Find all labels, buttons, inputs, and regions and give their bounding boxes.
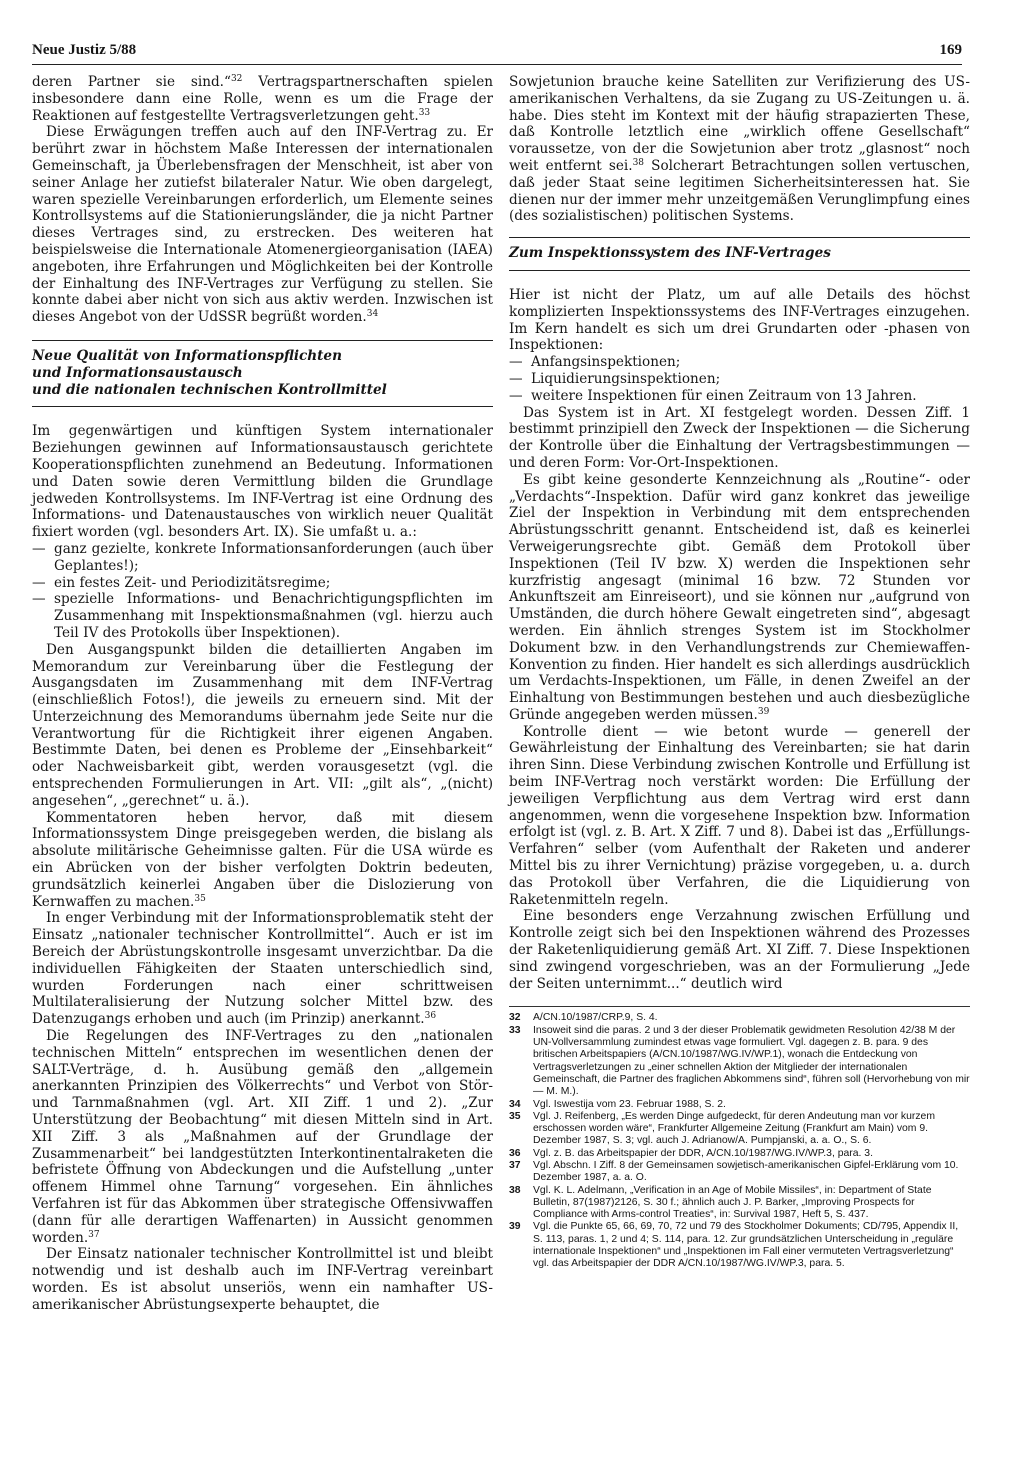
right-column <box>509 74 970 1271</box>
footnote-ref: 33 <box>418 107 431 118</box>
footnote-ref: 32 <box>230 74 243 84</box>
section-heading: Neue Qualität von Informationspflichten und Informationsaustausch und die nationalen technischen Kontrollmittel <box>32 340 493 407</box>
paragraph: Kommentatoren heben hervor, daß mit diesem Informationssystem Dinge preisgegeben werden, die bislang als absolute militärische Geheimnisse galten. Für die USA würde es ein Abrücken von der bisher verfolgten Doktrin bedeuten, grundsätzlich keinerlei Angaben über die Dislozierung von Kernwaffen zu machen.$^{35}$ <box>32 809 493 910</box>
list-item: — weitere Inspektionen für einen Zeitraum von 13 Jahren. <box>509 387 917 404</box>
list-item: — Liquidierungsinspektionen; <box>509 370 721 387</box>
paragraph: Sowjetunion brauche keine Satelliten zur Verifizierung des US-amerikanischen Verhaltens, da sie Zugang zu US-Zeitungen u. ä. habe. Dies steht im Kontext mit der häufig strapazierten These, daß Kontrolle letztlich eine „wirklich offene Gesellschaft“ voraussetze, von der die Sowjetunion aber trotz „glasnost“ noch weit entfernt sei.$^{38}$ Solcherart Betrachtungen sollen vertuschen, daß jeder Staat seine legitimen Sicherheitsinteressen hat. Sie dienen nur der immer mehr unzeitgemäßen Verunglimpfung eines (des sozialistischen) politischen Systems. <box>509 74 970 225</box>
paragraph: Hier ist nicht der Platz, um auf alle Details des höchst komplizierten Inspektionssystems des INF-Vertrages einzugehen. Im Kern handelt es sich um drei Grundarten oder -phasen von Inspektionen: <box>509 286 970 354</box>
footnote: 32 A/CN.10/1987/CRP.9, S. 4. <box>509 1012 658 1024</box>
left-column <box>32 74 493 1314</box>
list-item: — ein festes Zeit- und Periodizitätsregime; <box>32 574 331 591</box>
paragraph: Kontrolle dient — wie betont wurde — generell der Gewährleistung der Einhaltung des Vereinbarten; sie hat darin ihren Sinn. Diese Verbindung zwischen Kontrolle und Erfüllung ist beim INF-Vertrag noch verstärkt worden: Die Erfüllung der jeweiligen Verpflichtung aus dem Vertrag wird erst dann angenommen, wenn die vorgesehene Inspektion bzw. Information erfolgt ist (vgl. z. B. Art. X Ziff. 7 und 8). Dabei ist das „Erfüllungs-Verfahren“ selber (vom Aufenthalt der Raketen und anderer Mittel bis zu ihrer Vernichtung) präzise vorgegeben, u. a. durch das Protokoll über Verfahren, die die Liquidierung von Raketenmitteln regeln. <box>509 723 970 908</box>
list-item: — Anfangsinspektionen; <box>509 354 681 371</box>
paragraph: In enger Verbindung mit der Informationsproblematik steht der Einsatz „nationaler technischer Kontrollmittel“. Auch er ist im Bereich der Abrüstungskontrolle insgesamt unverzichtbar. Da die individuellen Fähigkeiten der Staaten unterschiedlich sind, wurden Forderungen nach einer schrittweisen Multilateralisierung der Nutzung solcher Mittel bzw. des Datenzugangs erhoben und auch (im Prinzip) anerkannt.$^{36}$ <box>32 910 493 1028</box>
paragraph: Im gegenwärtigen und künftigen System internationaler Beziehungen gewinnen auf Informationsaustausch gerichtete Kooperationspflichten zunehmend an Bedeutung. Informationen und Daten sowie deren Vermittlung bilden die Grundlage jedweden Kontrollsystems. Im INF-Vertrag ist eine Ordnung des Informations- und Datenaustausches von wirklich neuer Qualität fixiert worden (vgl. besonders Art. IX). Sie umfaßt u. a.: <box>32 423 493 541</box>
footnote-ref: 35 <box>194 893 206 904</box>
paragraph: Eine besonders enge Verzahnung zwischen Erfüllung und Kontrolle zeigt sich bei den Inspektionen während des Prozesses der Raketenliquidierung gemäß Art. XI Ziff. 7. Diese Inspektionen sind zwingend vorgeschrieben, was an der Formulierung „Jede der Seiten unternimmt...“ deutlich wird <box>509 908 970 992</box>
paragraph: Diese Erwägungen treffen auch auf den INF-Vertrag zu. Er berührt zwar in höchstem Maße Interessen der internationalen Gemeinschaft, ja Überlebensfragen der Menschheit, ist aber von seiner Anlage her zutiefst bilateraler Natur. Wie oben dargelegt, waren spezielle Vereinbarungen erforderlich, um Elemente seines Kontrollsystems auf die Stationierungsländer, die ja nicht Partner dieses Vertrages sind, zu erstrecken. Des weiteren hat beispielsweise die Internationale Atomenergieorganisation (IAEA) angeboten, ihre Erfahrungen und Möglichkeiten bei der Kontrolle der Einhaltung des INF-Vertrages zur Verfügung zu stellen. Sie konnte dabei aber nicht von sich aus aktiv werden. Inzwischen ist dieses Angebot von der UdSSR begrüßt worden.$^{34}$ <box>32 124 493 326</box>
footnote-ref: 36 <box>424 1011 437 1022</box>
footnote: 39 Vgl. die Punkte 65, 66, 69, 70, 72 und 79 des Stockholmer Dokuments; CD/795, Appendix II, S. 113, paras. 1, 2 und 4; S. 114, para. 12. Zur grundsätzlichen Unterscheidung in „reguläre internationale Inspektionen“ und „Inspektionen im Fall einer vermuteten Vertragsverletzung“ vgl. das Arbeitspapier der DDR A/CN.10/1987/WG.IV/WP.3, para. 5. <box>509 1221 959 1270</box>
page-header <box>32 38 962 65</box>
paragraph: Es gibt keine gesonderte Kennzeichnung als „Routine“- oder „Verdachts“-Inspektion. Dafür wird ganz konkret das jeweilige Ziel der Inspektion in Verbindung mit dem entsprechenden Abrüstungsschritt genannt. Entscheidend ist, daß es keinerlei Verweigerungsrechte gibt. Gemäß dem Protokoll über Inspektionen (Teil IV bzw. X) werden die Inspektionen sehr kurzfristig angesagt (minimal 16 bzw. 72 Stunden vor Ankunftszeit am Einreiseort), und sie können nur „aufgrund von Umständen, die durch höhere Gewalt eingetreten sind“, abgesagt werden. Ein ähnlich strenges System ist im Stockholmer Dokument bzw. in den Verhandlungstrends zur Chemiewaffen-Konvention zu finden. Hier handelt es sich allerdings ausdrücklich um Verdachts-Inspektionen, um Fälle, in denen Zweifel an der Einhaltung von Bestimmungen bestehen und auch diesbezügliche Gründe angegeben werden müssen.$^{39}$ <box>509 471 970 723</box>
paragraph: Das System ist in Art. XI festgelegt worden. Dessen Ziff. 1 bestimmt prinzipiell den Zweck der Inspektionen — die Sicherung der Kontrolle über die Einhaltung der Vertragsbestimmungen — und deren Form: Vor-Ort-Inspektionen. <box>509 404 970 471</box>
list-item: — spezielle Informations- und Benachrichtigungspflichten im Zusammenhang mit Inspektionsmaßnahmen (vgl. hierzu auch Teil IV des Protokolls über Inspektionen). <box>32 591 493 641</box>
footnote-ref: 38 <box>632 157 645 168</box>
paragraph: Die Regelungen des INF-Vertrages zu den „nationalen technischen Mitteln“ entsprechen im wesentlichen denen der SALT-Verträge, d. h. Ausübung gemäß den „allgemein anerkannten Prinzipien des Völkerrechts“ und Verbot von Stör- und Tarnmaßnahmen (vgl. Art. XII Ziff. 1 und 2). „Zur Unterstützung der Beobachtung“ mit diesen Mitteln sind in Art. XII Ziff. 3 als „Maßnahmen auf der Grundlage der Zusammenarbeit“ bei landgestützten Interkontinentalraketen die befristete Öffnung von Abdeckungen und die Aufstellung „unter offenem Himmel ohne Tarnung“ vorgesehen. Ein ähnliches Verfahren ist für das Abkommen über strategische Offensivwaffen (dann für alle derartigen Waffenarten) in Aussicht genommen worden.$^{37}$ <box>32 1028 493 1246</box>
footnote: 36 Vgl. z. B. das Arbeitspapier der DDR, A/CN.10/1987/WG.IV/WP.3, para. 3. <box>509 1147 873 1159</box>
footnote-ref: 39 <box>757 706 770 717</box>
footnote: 34 Vgl. Iswestija vom 23. Februar 1988, S. 2. <box>509 1098 726 1110</box>
footnote: 38 Vgl. K. L. Adelmann, „Verification in an Age of Mobile Missiles“, in: Department of State Bulletin, 87(1987)2126, S. 30 f.; ähnlich auch J. P. Barker, „Improving Prospects for Compliance with Arms-control Treaties“, in: Survival 1987, Heft 5, S. 437. <box>509 1184 932 1221</box>
footnote-ref: 34 <box>366 309 379 320</box>
list-item: — ganz gezielte, konkrete Informationsanforderungen (auch über Geplantes!); <box>32 540 493 574</box>
paragraph: deren Partner sie sind.“$^{32}$ Vertragspartnerschaften spielen insbesondere dann eine Rolle, wenn es um die Frage der Reaktionen auf festgestellte Vertragsverletzungen geht.$^{33}$ <box>32 74 494 124</box>
footnotes <box>509 1006 970 1270</box>
paragraph: Den Ausgangspunkt bilden die detaillierten Angaben im Memorandum zur Vereinbarung über die Festlegung der Ausgangsdaten im Zusammenhang mit dem INF-Vertrag (einschließlich Fotos!), die jeweils zu erneuern sind. Mit der Unterzeichnung des Memorandums übernahm jede Seite nur die Verantwortung für die Richtigkeit ihrer eigenen Angaben. Bestimmte Daten, bei denen es Probleme der „Einsehbarkeit“ oder Nachweisbarkeit gibt, werden vorausgesetzt (vgl. die entsprechenden Formulierungen in Art. VII: „gilt als“, „(nicht) angesehen“, „gerechnet“ u. ä.). <box>32 641 493 809</box>
journal-issue: Neue Justiz 5/88 <box>32 42 137 58</box>
paragraph: Der Einsatz nationaler technischer Kontrollmittel ist und bleibt notwendig und ist deshalb auch im INF-Vertrag vereinbart worden. Es ist absolut unseriös, wenn ein namhafter US-amerikanischer Abrüstungsexperte behauptet, die <box>32 1246 493 1313</box>
section-heading: Zum Inspektionssystem des INF-Vertrages <box>509 237 970 271</box>
footnote: 35 Vgl. J. Reifenberg, „Es werden Dinge aufgedeckt, für deren Andeutung man vor kurzem erschossen worden wäre“, Frankfurter Allgemeine Zeitung (Frankfurt am Main) vom 9. Dezember 1987, S. 3; vgl. auch J. Adrianow/A. Pumpjanski, a. a. O., S. 6. <box>509 1110 935 1147</box>
footnote-ref: 37 <box>88 1229 100 1240</box>
footnote: 37 Vgl. Abschn. I Ziff. 8 der Gemeinsamen sowjetisch-amerikanischen Gipfel-Erklärung vom 10. Dezember 1987, a. a. O. <box>509 1160 959 1184</box>
footnote: 33 Insoweit sind die paras. 2 und 3 der dieser Problematik gewidmeten Resolution 42/38 M der UN-Vollversammlung zumindest etwas vage formuliert. Vgl. dagegen z. B. para. 9 des britischen Arbeitspapiers (A/CN.10/1987/WG.IV/WP.1), wonach die Entdeckung von Vertragsverletzungen zu „einer schnellen Aktion der Mitglieder der internationalen Gemeinschaft, die Partner des fraglichen Abkommens sind“, führen soll (Hervorhebung von mir — M. M.). <box>509 1024 970 1098</box>
page-number: 169 <box>939 42 962 58</box>
